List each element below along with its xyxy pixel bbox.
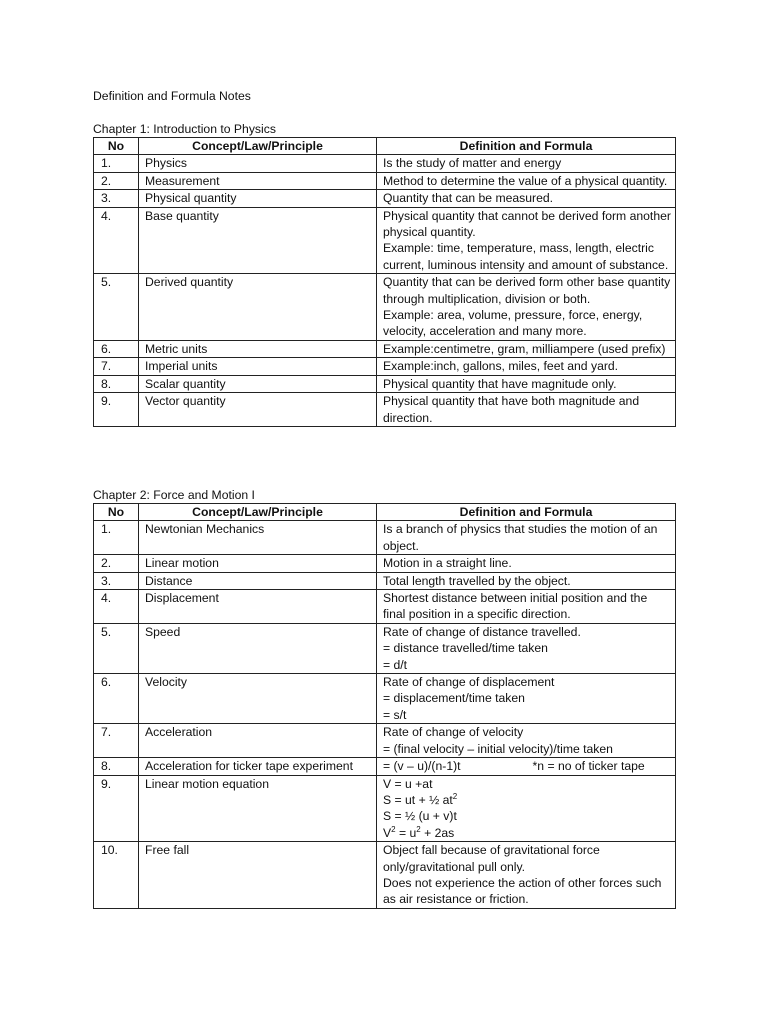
table-row xyxy=(94,340,676,357)
row-concept: Velocity xyxy=(139,674,377,724)
formula-line: = (final velocity – initial velocity)/time taken xyxy=(383,741,613,756)
document-title: Definition and Formula Notes xyxy=(93,89,251,103)
row-number: 4. xyxy=(94,207,139,274)
header-definition: Definition and Formula xyxy=(377,504,676,521)
row-definition: Shortest distance between initial position and the final position in a specific direction. xyxy=(377,590,676,624)
equation-text: + 2as xyxy=(420,825,455,840)
row-definition xyxy=(377,674,676,724)
row-definition xyxy=(377,842,676,909)
row-number: 1. xyxy=(94,521,139,555)
table-row xyxy=(94,375,676,392)
row-concept: Physics xyxy=(139,155,377,172)
table-row xyxy=(94,172,676,189)
header-concept: Concept/Law/Principle xyxy=(139,504,377,521)
row-number: 6. xyxy=(94,340,139,357)
row-definition xyxy=(377,207,676,274)
definition-line: Rate of change of distance travelled. xyxy=(383,624,581,639)
row-definition: Physical quantity that have magnitude only. xyxy=(377,375,676,392)
table-header-row xyxy=(94,504,676,521)
superscript: 2 xyxy=(391,824,396,834)
chapter-2-table xyxy=(93,503,676,909)
row-number: 9. xyxy=(94,393,139,427)
formula-line: = distance travelled/time taken xyxy=(383,641,548,656)
table-row xyxy=(94,358,676,375)
row-definition xyxy=(377,758,676,775)
ticker-tape-note: *n = no of ticker tape xyxy=(532,759,645,774)
equation-line: V = u +at xyxy=(383,776,433,791)
table-row xyxy=(94,555,676,572)
definition-text: Quantity that can be derived form other base quantity through multiplication, division or both. xyxy=(383,275,671,306)
row-number: 5. xyxy=(94,623,139,673)
header-no: No xyxy=(94,138,139,155)
row-definition xyxy=(377,775,676,842)
table-row xyxy=(94,758,676,775)
table-row xyxy=(94,190,676,207)
row-concept: Base quantity xyxy=(139,207,377,274)
superscript: 2 xyxy=(416,824,421,834)
superscript: 2 xyxy=(452,791,458,801)
definition-extra: Does not experience the action of other forces such as air resistance or friction. xyxy=(383,875,662,907)
row-definition xyxy=(377,274,676,341)
definition-line: Rate of change of displacement xyxy=(383,675,555,690)
row-definition: Is the study of matter and energy xyxy=(377,155,676,172)
row-number: 7. xyxy=(94,724,139,758)
row-definition: Example:inch, gallons, miles, feet and yard. xyxy=(377,358,676,375)
chapter-1-title: Chapter 1: Introduction to Physics xyxy=(93,122,276,136)
formula-line: = s/t xyxy=(383,707,407,722)
equation-line xyxy=(383,792,671,808)
definition-example: Example: area, volume, pressure, force, energy, velocity, acceleration and many more. xyxy=(383,308,643,339)
table-row xyxy=(94,724,676,758)
row-concept: Displacement xyxy=(139,590,377,624)
table-row xyxy=(94,274,676,341)
row-definition xyxy=(377,623,676,673)
row-concept: Linear motion xyxy=(139,555,377,572)
row-number: 5. xyxy=(94,274,139,341)
row-definition xyxy=(377,724,676,758)
definition-example: Example: time, temperature, mass, length, electric current, luminous intensity and amount of substance. xyxy=(383,241,669,272)
table-row xyxy=(94,590,676,624)
row-definition: Quantity that can be measured. xyxy=(377,190,676,207)
row-concept: Newtonian Mechanics xyxy=(139,521,377,555)
equation-line: S = ½ (u + v)t xyxy=(383,809,457,824)
row-concept: Linear motion equation xyxy=(139,775,377,842)
row-concept: Distance xyxy=(139,572,377,589)
table-row xyxy=(94,207,676,274)
definition-text: Object fall because of gravitational force only/gravitational pull only. xyxy=(383,843,600,874)
row-definition: Is a branch of physics that studies the motion of an object. xyxy=(377,521,676,555)
table-row xyxy=(94,521,676,555)
row-concept: Scalar quantity xyxy=(139,375,377,392)
row-concept: Vector quantity xyxy=(139,393,377,427)
equation-text: S = ut + ½ at xyxy=(383,792,453,807)
row-number: 9. xyxy=(94,775,139,842)
row-number: 4. xyxy=(94,590,139,624)
row-definition: Example:centimetre, gram, milliampere (used prefix) xyxy=(377,340,676,357)
row-definition: Total length travelled by the object. xyxy=(377,572,676,589)
row-number: 7. xyxy=(94,358,139,375)
row-number: 3. xyxy=(94,572,139,589)
row-concept: Derived quantity xyxy=(139,274,377,341)
row-number: 2. xyxy=(94,555,139,572)
header-definition: Definition and Formula xyxy=(377,138,676,155)
row-concept: Metric units xyxy=(139,340,377,357)
table-row xyxy=(94,842,676,909)
table-row xyxy=(94,674,676,724)
equation-text: V xyxy=(383,825,392,840)
row-concept: Acceleration for ticker tape experiment xyxy=(139,758,377,775)
header-no: No xyxy=(94,504,139,521)
definition-line: Rate of change of velocity xyxy=(383,725,524,740)
chapter-2-title: Chapter 2: Force and Motion I xyxy=(93,488,255,502)
row-definition: Physical quantity that have both magnitude and direction. xyxy=(377,393,676,427)
row-number: 10. xyxy=(94,842,139,909)
row-concept: Physical quantity xyxy=(139,190,377,207)
row-number: 6. xyxy=(94,674,139,724)
row-concept: Speed xyxy=(139,623,377,673)
equation-text: = u xyxy=(395,825,417,840)
table-row xyxy=(94,623,676,673)
table-row xyxy=(94,572,676,589)
formula-line: = displacement/time taken xyxy=(383,691,525,706)
table-row xyxy=(94,393,676,427)
row-definition: Method to determine the value of a physical quantity. xyxy=(377,172,676,189)
equation-line xyxy=(383,825,671,841)
table-row xyxy=(94,775,676,842)
row-concept: Measurement xyxy=(139,172,377,189)
row-number: 8. xyxy=(94,758,139,775)
row-number: 1. xyxy=(94,155,139,172)
table-row xyxy=(94,155,676,172)
row-concept: Imperial units xyxy=(139,358,377,375)
ticker-tape-formula: = (v – u)/(n-1)t xyxy=(383,759,461,774)
row-definition: Motion in a straight line. xyxy=(377,555,676,572)
header-concept: Concept/Law/Principle xyxy=(139,138,377,155)
chapter-1-table xyxy=(93,137,676,427)
row-number: 2. xyxy=(94,172,139,189)
row-number: 3. xyxy=(94,190,139,207)
row-concept: Acceleration xyxy=(139,724,377,758)
row-concept: Free fall xyxy=(139,842,377,909)
formula-line: = d/t xyxy=(383,657,408,672)
table-header-row xyxy=(94,138,676,155)
definition-text: Physical quantity that cannot be derived form another physical quantity. xyxy=(383,208,671,240)
row-number: 8. xyxy=(94,375,139,392)
